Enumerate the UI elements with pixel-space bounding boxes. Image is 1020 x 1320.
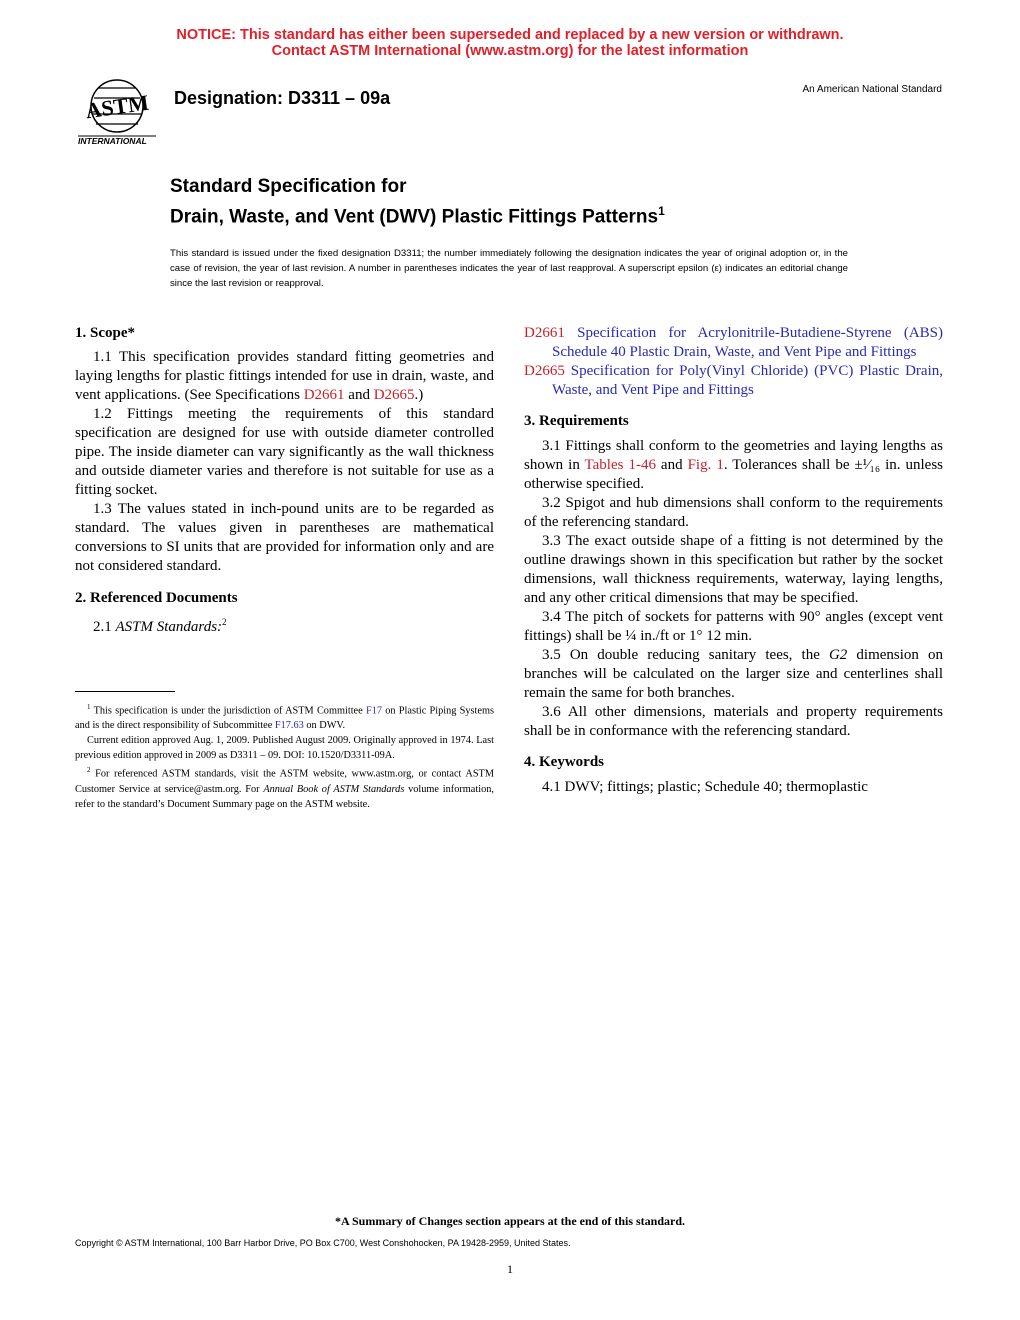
paragraph-1-2: 1.2 Fittings meeting the requirements of this standard specification are designed for use with outside diameter controlled pipe. The inside diameter can vary significantly as the wall thickness and outside diameter varies and therefore is not suitable for use as a fitting socket. [75, 406, 494, 498]
withdrawal-notice-line-1: NOTICE: This standard has either been superseded and replaced by a new version or withdrawn. [176, 27, 844, 43]
ref-entry-d2661-code[interactable]: D2661 [524, 325, 565, 341]
section-4-heading: 4. Keywords [524, 754, 604, 770]
paragraph-3-2: 3.2 Spigot and hub dimensions shall conform to the requirements of the referencing standard. [524, 495, 943, 530]
ref-d2665-link[interactable]: D2665 [373, 387, 415, 403]
fig-1-link[interactable]: Fig. 1 [687, 457, 724, 473]
footnote-2: $^2$ For referenced ASTM standards, visit the ASTM website, www.astm.org, or contact ASTM Customer Service at service@astm.org. For Annual Book of ASTM Standards volume information, refer to the standard’s Document Summary page on the ASTM website. [75, 766, 495, 810]
paragraph-4-1: 4.1 DWV; fittings; plastic; Schedule 40; thermoplastic [542, 779, 868, 795]
designation: Designation: D3311 – 09a [174, 88, 391, 108]
svg-text:ASTM: ASTM [83, 89, 151, 124]
summary-of-changes-note: *A Summary of Changes section appears at the end of this standard. [334, 1214, 686, 1228]
tables-link[interactable]: Tables 1-46 [584, 457, 656, 473]
f17-link[interactable]: F17 [365, 705, 382, 717]
paragraph-3-4: 3.4 The pitch of sockets for patterns with 90° angles (except vent fittings) shall be ¼ in./ft or 1° 12 min. [524, 609, 943, 644]
paragraph-1-3: 1.3 The values stated in inch-pound units are to be regarded as standard. The values given in parentheses are mathematical conversions to SI units that are provided for information only and are not considered standard. [75, 501, 494, 574]
left-column [75, 324, 494, 637]
astm-logo [74, 76, 160, 148]
paragraph-1-1: 1.1 This specification provides standard fitting geometries and laying lengths for plastic fittings intended for use in drain, waste, and vent applications. (See Specifications D2661 and D2665.) [75, 349, 494, 403]
f17-63-link[interactable]: F17.63 [274, 720, 304, 732]
paragraph-3-5: 3.5 On double reducing sanitary tees, the G2 dimension on branches will be calculated on the larger size and centerlines shall remain the same for both branches. [524, 647, 944, 701]
footnote-1-edition: Current edition approved Aug. 1, 2009. Published August 2009. Originally approved in 1974. Last previous edition approved in 2009 as D3311 – 09. DOI: 10.1520/D3311-09A. [75, 735, 494, 762]
withdrawal-notice-line-2: Contact ASTM International (www.astm.org) for the latest information [271, 43, 749, 59]
logo-international-text: INTERNATIONAL [78, 136, 147, 146]
title-line-2 [170, 199, 665, 229]
ref-entry-d2665-code[interactable]: D2665 [524, 363, 565, 379]
right-column [524, 324, 943, 797]
paragraph-3-1: 3.1 Fittings shall conform to the geometries and laying lengths as shown in Tables 1-46 and Fig. 1. Tolerances shall be ±¹⁄₁₆ in. unless otherwise specified. [524, 438, 944, 492]
ref-entry-d2665: D2665 Specification for Poly(Vinyl Chloride) (PVC) Plastic Drain, Waste, and Vent Pipe and Fittings [524, 363, 943, 398]
footnote-divider [75, 691, 175, 692]
page-number: 1 [507, 1262, 513, 1276]
section-3-heading: 3. Requirements [524, 413, 629, 429]
copyright-line: Copyright © ASTM International, 100 Barr Harbor Drive, PO Box C700, West Conshohocken, PA 19428-2959, United States. [75, 1238, 571, 1248]
paragraph-3-6: 3.6 All other dimensions, materials and property requirements shall be in conformance with the referencing standard. [524, 704, 943, 739]
footnotes [75, 700, 494, 812]
ref-d2661-link[interactable]: D2661 [303, 387, 345, 403]
american-national-standard-label: An American National Standard [802, 84, 942, 95]
section-1-heading: 1. Scope* [75, 325, 135, 341]
title-text: Drain, Waste, and Vent (DWV) Plastic Fittings Patterns [170, 206, 659, 228]
paragraph-2-1: 2.1 ASTM Standards:$^2$ [93, 617, 227, 635]
ref-entry-d2661: D2661 Specification for Acrylonitrile-Butadiene-Styrene (ABS) Schedule 40 Plastic Drain, Waste, and Vent Pipe and Fittings [524, 325, 943, 360]
section-2-heading: 2. Referenced Documents [75, 590, 238, 606]
issuance-statement: This standard is issued under the fixed designation D3311; the number immediately following the designation indicates the year of original adoption or, in the case of revision, the year of last revision. A number in parentheses indicates the year of last reapproval. A superscript epsilon (ε) indicates an editorial change since the last revision or reapproval. [170, 248, 848, 289]
footnote-1: $^1$ This specification is under the jurisdiction of ASTM Committee F17 on Plastic Piping Systems and is the direct responsibility of Subcommittee F17.63 on DWV. [75, 703, 494, 732]
title-footnote-mark: 1 [658, 204, 665, 218]
title-line-1: Standard Specification for [170, 176, 407, 197]
paragraph-3-3: 3.3 The exact outside shape of a fitting is not determined by the outline drawings shown in this specification but rather by the socket dimensions, wall thickness requirements, waterway, laying lengths, and any other critical dimensions that may be specified. [524, 533, 943, 606]
